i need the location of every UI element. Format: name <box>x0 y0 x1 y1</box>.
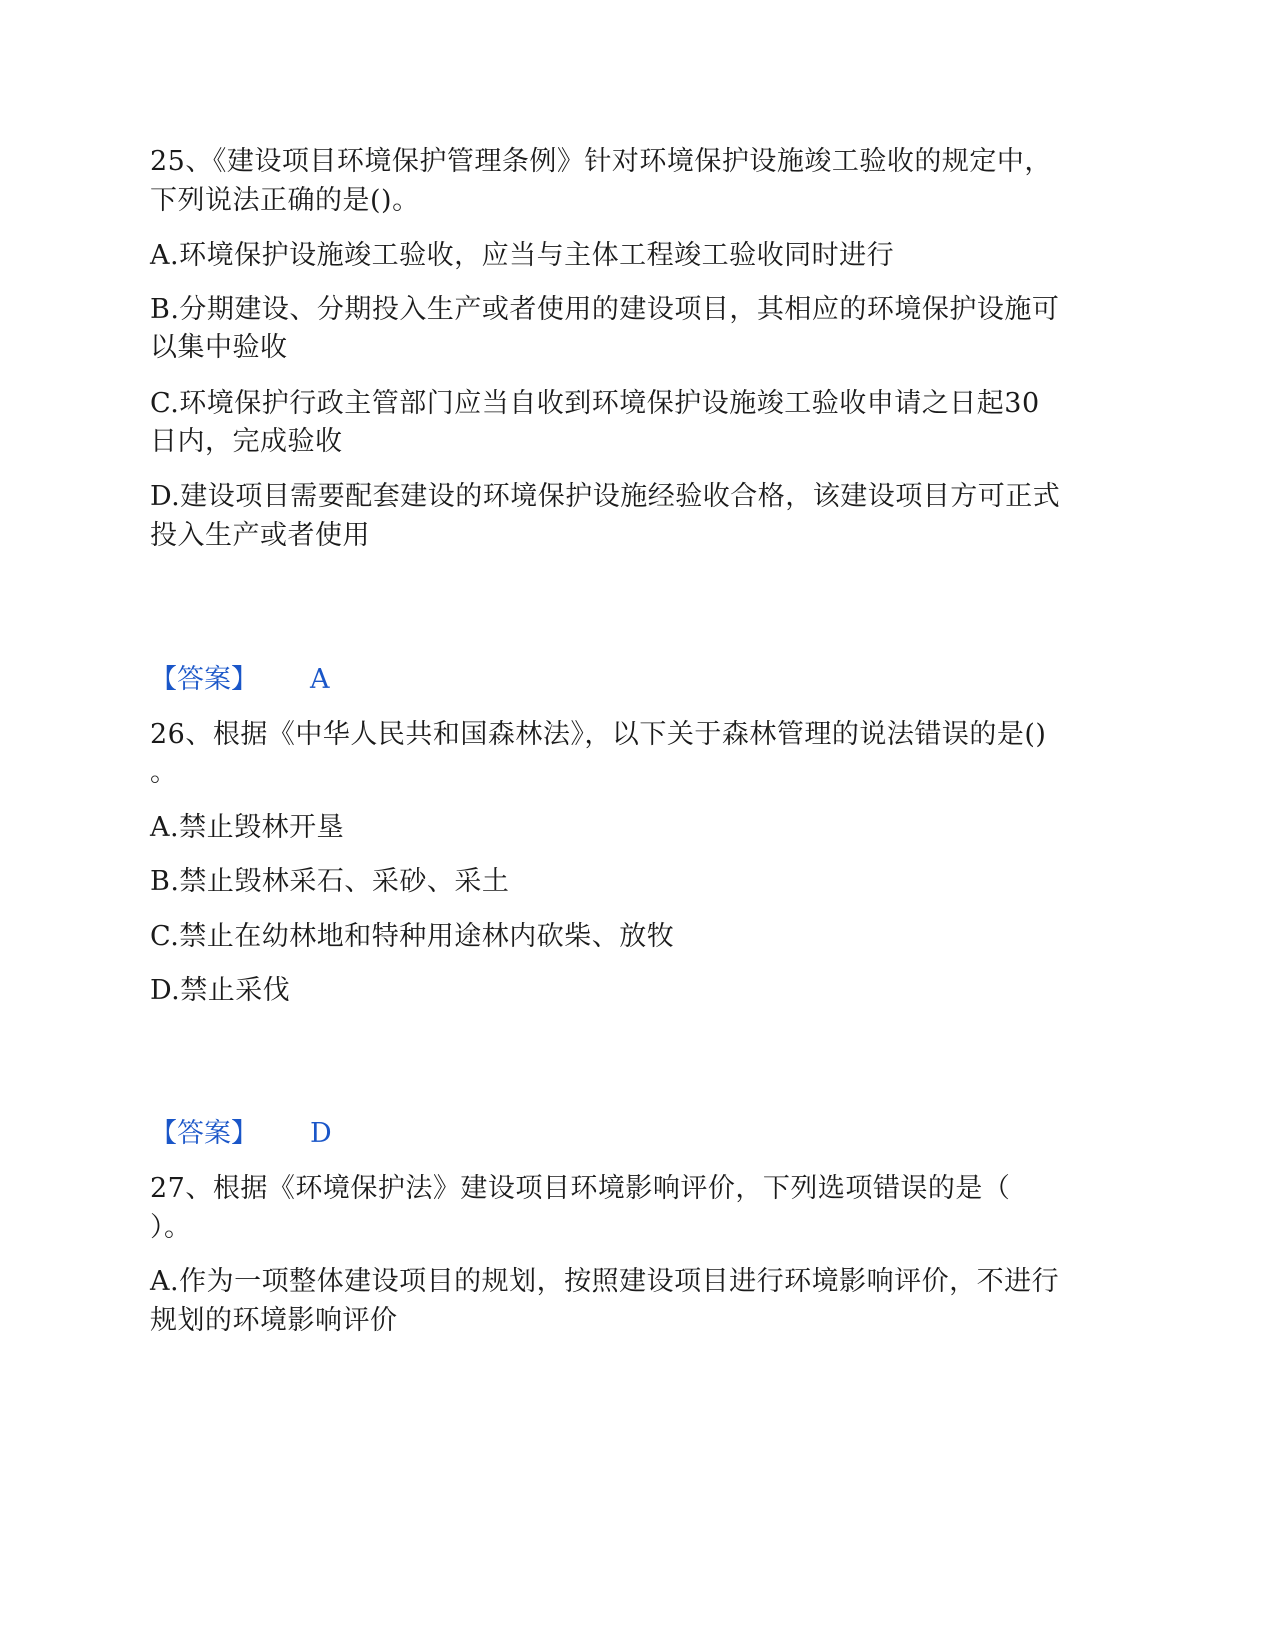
question-25-answer <box>150 660 330 700</box>
answer-value: D <box>310 1118 332 1149</box>
question-26-option-b: B.禁止毁林采石、采砂、采土 <box>150 866 510 897</box>
question-27-stem-line-1: 27、根据《环境保护法》建设项目环境影响评价，下列选项错误的是（ <box>150 1173 1011 1204</box>
question-25-option-b-line-2: 以集中验收 <box>150 332 288 363</box>
question-26-option-d: D.禁止采伐 <box>150 975 291 1006</box>
question-26-option-c: C.禁止在幼林地和特种用途林内砍柴、放牧 <box>150 921 675 952</box>
document-page <box>150 0 1110 1650</box>
question-25-stem-line-1: 25、《建设项目环境保护管理条例》针对环境保护设施竣工验收的规定中， <box>150 146 1052 177</box>
question-26-stem-line-2: 。 <box>150 757 178 788</box>
question-26-stem-line-1: 26、根据《中华人民共和国森林法》，以下关于森林管理的说法错误的是() <box>150 719 1047 750</box>
question-25-option-d-line-1: D.建设项目需要配套建设的环境保护设施经验收合格，该建设项目方可正式 <box>150 481 1061 512</box>
answer-value: A <box>310 664 330 695</box>
answer-label: 【答案】 <box>150 664 258 695</box>
question-25-option-b-line-1: B.分期建设、分期投入生产或者使用的建设项目，其相应的环境保护设施可 <box>150 294 1060 325</box>
question-25-option-c-line-2: 日内，完成验收 <box>150 426 343 457</box>
question-26-answer <box>150 1114 332 1154</box>
question-25-option-d-line-2: 投入生产或者使用 <box>150 520 370 551</box>
question-25-option-c-line-1: C.环境保护行政主管部门应当自收到环境保护设施竣工验收申请之日起30 <box>150 388 1040 419</box>
question-27-stem-line-2: ）。 <box>150 1212 192 1243</box>
question-26-option-a: A.禁止毁林开垦 <box>150 812 345 843</box>
question-25-option-a: A.环境保护设施竣工验收，应当与主体工程竣工验收同时进行 <box>150 240 895 271</box>
question-27-option-a-line-1: A.作为一项整体建设项目的规划，按照建设项目进行环境影响评价，不进行 <box>150 1266 1060 1297</box>
question-27-option-a-line-2: 规划的环境影响评价 <box>150 1305 398 1336</box>
answer-label: 【答案】 <box>150 1118 258 1149</box>
question-25-stem-line-2: 下列说法正确的是()。 <box>150 185 420 216</box>
